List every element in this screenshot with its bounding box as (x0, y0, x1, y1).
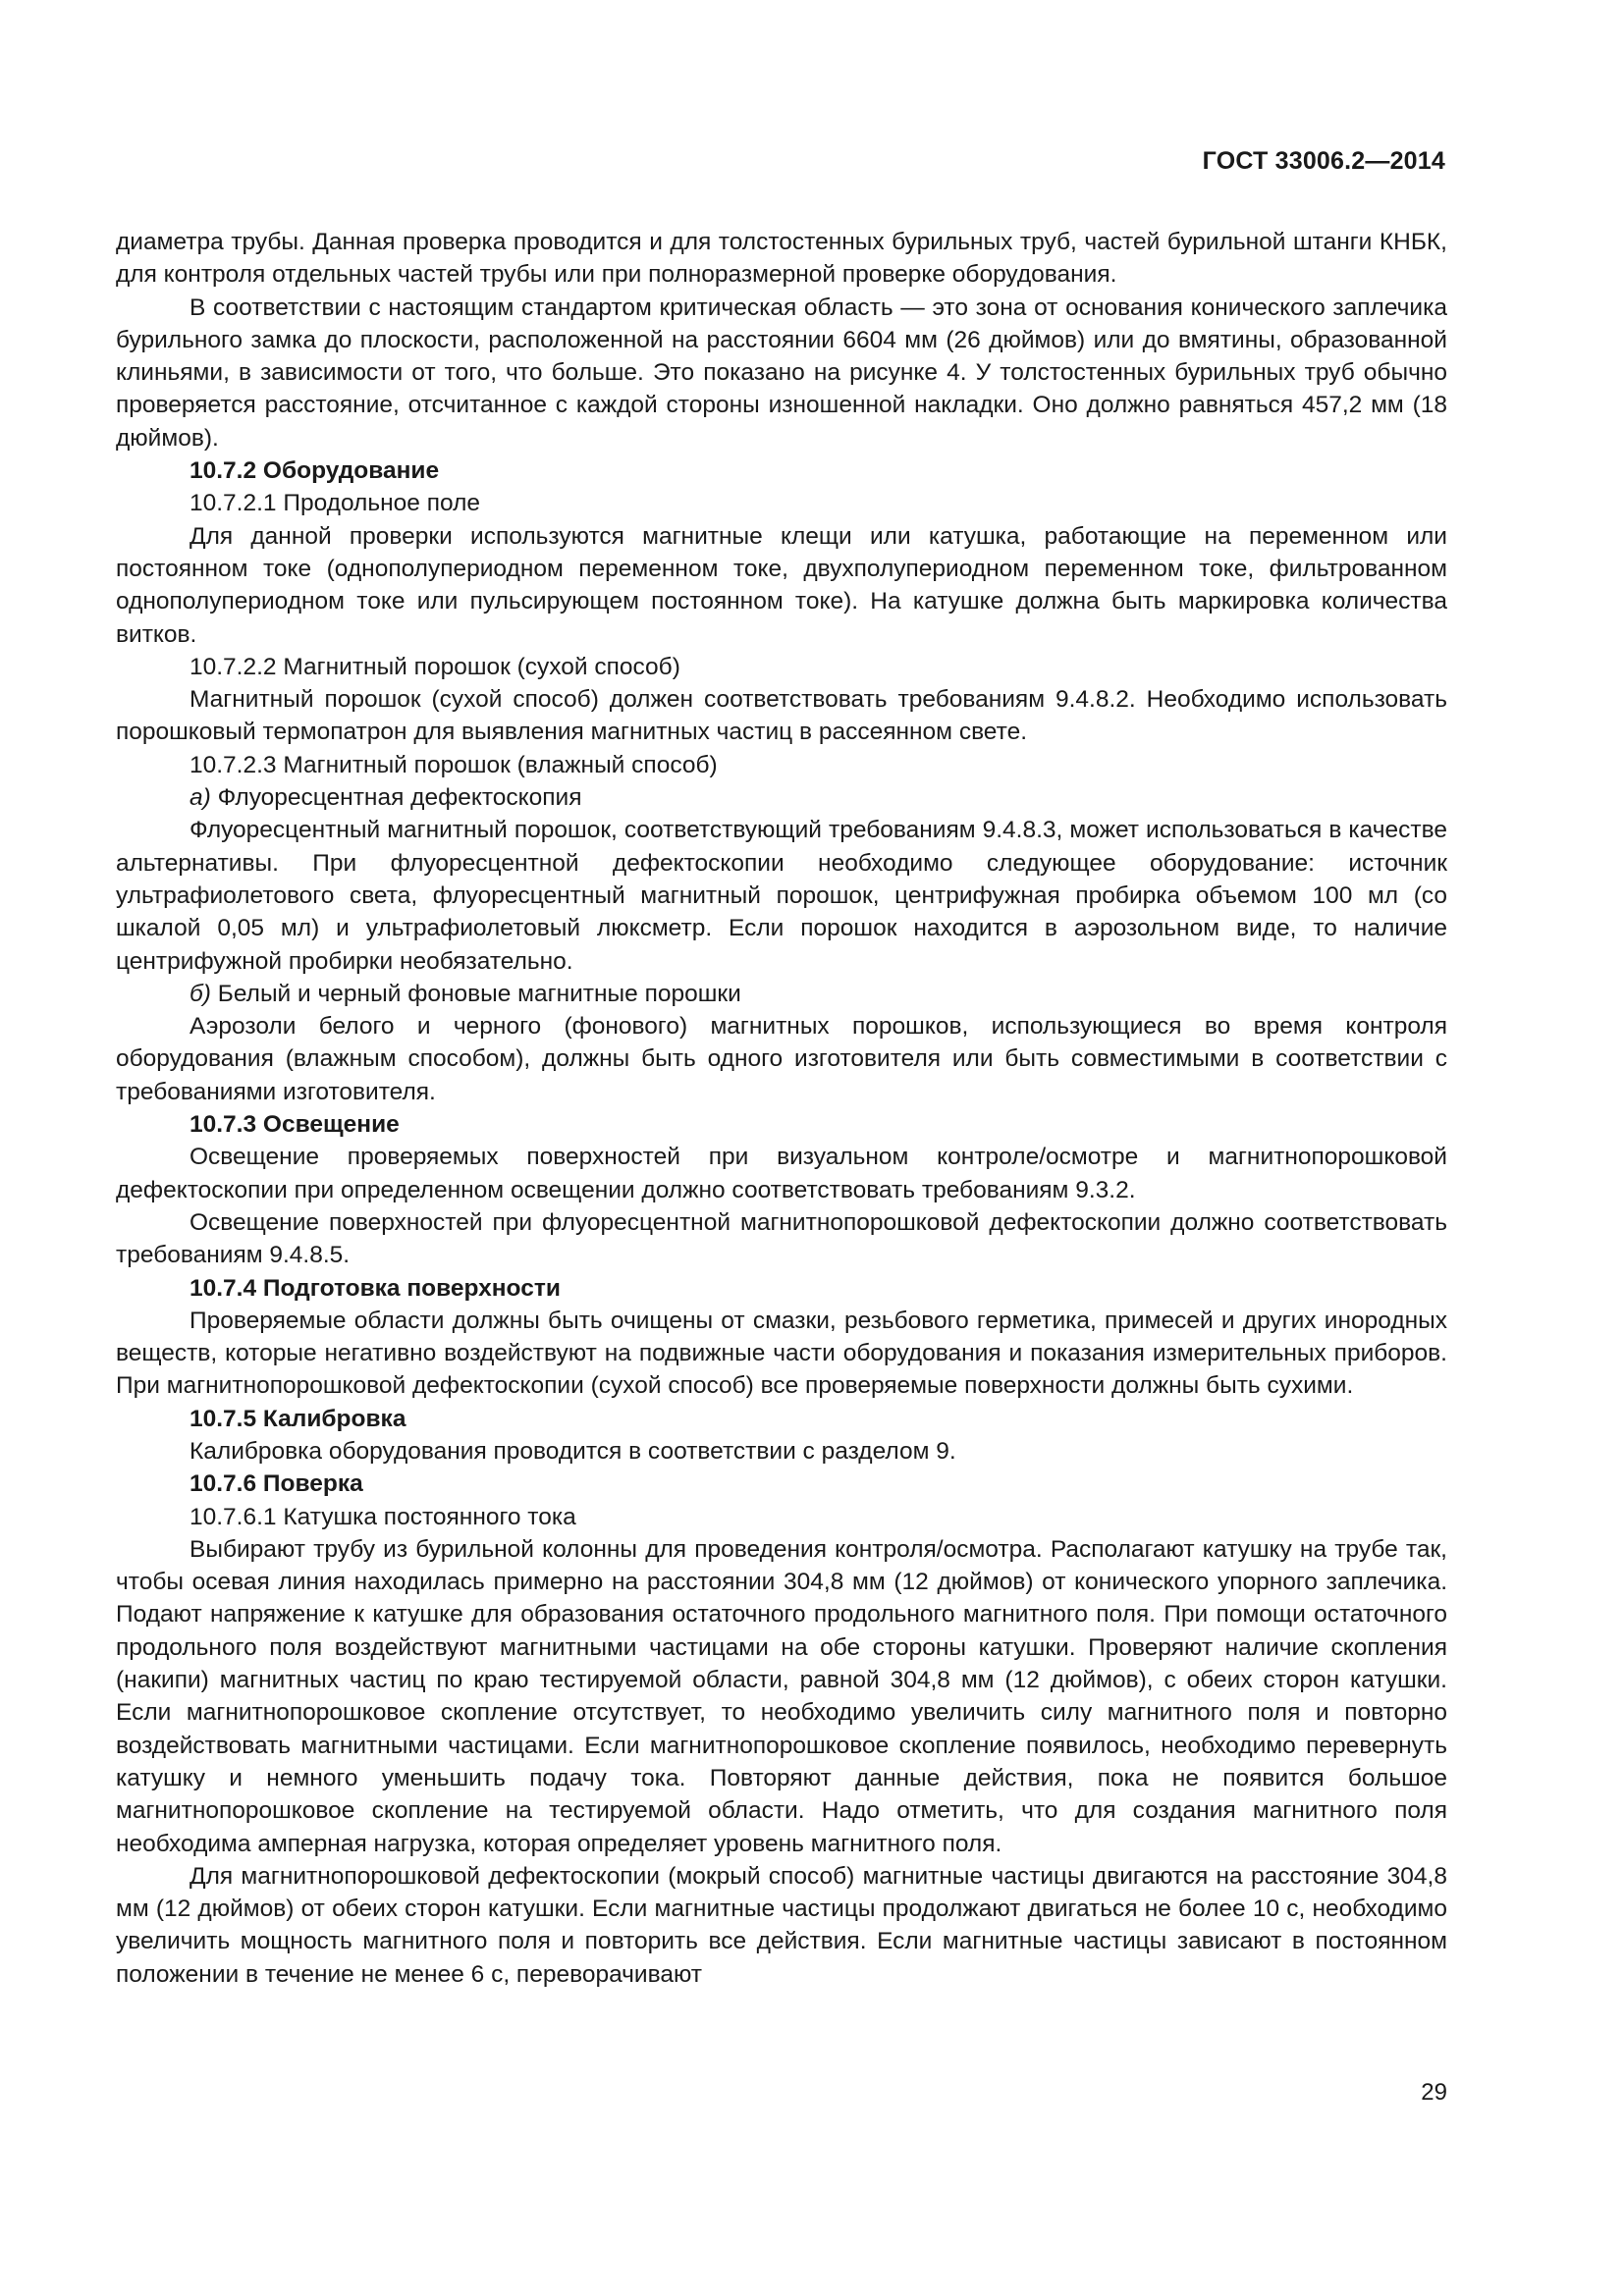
section-heading: 10.7.4 Подготовка поверхности (189, 1274, 561, 1302)
paragraph: Калибровка оборудования проводится в соответствии с разделом 9. (189, 1437, 956, 1465)
subsection-heading: 10.7.6.1 Катушка постоянного тока (189, 1503, 576, 1530)
document-body (116, 226, 1447, 1991)
list-item-text: Белый и черный фоновые магнитные порошки (210, 980, 741, 1007)
paragraph: Магнитный порошок (сухой способ) должен соответствовать требованиям 9.4.8.2. Необходимо использовать порошковый термопатрон для выявления магнитных частиц в рассеянном свете. (116, 686, 1447, 746)
paragraph: Освещение проверяемых поверхностей при визуальном контроле/осмотре и магнитнопорошковой дефектоскопии при определенном освещении должно соответствовать требованиям 9.3.2. (116, 1144, 1447, 1203)
paragraph: Флуоресцентный магнитный порошок, соответствующий требованиям 9.4.8.3, может использоваться в качестве альтернативы. При флуоресцентной дефектоскопии необходимо следующее оборудование: источник ультрафиолетового света, флуоресцентный магнитный порошок, центрифужная пробирка объемом 100 мл (со шкалой 0,05 мл) и ультрафиолетовый люксметр. Если порошок находится в аэрозольном виде, то наличие центрифужной пробирки необязательно. (116, 817, 1447, 975)
list-marker: б) (189, 980, 211, 1007)
paragraph: диаметра трубы. Данная проверка проводится и для толстостенных бурильных труб, частей бурильной штанги КНБК, для контроля отдельных частей трубы или при полноразмерной проверке оборудования. (116, 229, 1447, 289)
subsection-heading: 10.7.2.3 Магнитный порошок (влажный способ) (189, 751, 718, 778)
list-marker: а) (189, 784, 211, 812)
paragraph: Для магнитнопорошковой дефектоскопии (мокрый способ) магнитные частицы двигаются на расстояние 304,8 мм (12 дюймов) от обеих сторон катушки. Если магнитные частицы продолжают двигаться не более 10 с, необходимо увеличить мощность магнитного поля и повторить все действия. Если магнитные частицы зависают в постоянном положении в течение не менее 6 с, переворачивают (116, 1862, 1447, 1988)
paragraph: Проверяемые области должны быть очищены от смазки, резьбового герметика, примесей и других инородных веществ, которые негативно воздействуют на подвижные части оборудования и показания измерительных приборов. При магнитнопорошковой дефектоскопии (сухой способ) все проверяемые поверхности должны быть сухими. (116, 1307, 1447, 1400)
section-heading: 10.7.2 Оборудование (189, 457, 440, 485)
subsection-heading: 10.7.2.1 Продольное поле (189, 490, 480, 517)
section-heading: 10.7.6 Поверка (189, 1470, 363, 1498)
list-item-heading (116, 978, 1447, 1010)
section-heading: 10.7.5 Калибровка (189, 1405, 406, 1432)
paragraph: Для данной проверки используются магнитные клещи или катушка, работающие на переменном или постоянном токе (однополупериодном переменном токе, двухполупериодном переменном токе, фильтрованном однополупериодном токе или пульсирующем постоянном токе). На катушке должна быть маркировка количества витков. (116, 522, 1447, 648)
page-number: 29 (1421, 2079, 1447, 2106)
paragraph: Выбирают трубу из бурильной колонны для проведения контроля/осмотра. Располагают катушку на трубе так, чтобы осевая линия находилась примерно на расстоянии 304,8 мм (12 дюймов) от конического упорного заплечика. Подают напряжение к катушке для образования остаточного продольного магнитного поля. При помощи остаточного продольного поля воздействуют магнитными частицами на обе стороны катушки. Проверяют наличие скопления (накипи) магнитных частиц по краю тестируемой области, равной 304,8 мм (12 дюймов), с обеих сторон катушки. Если магнитнопорошковое скопление отсутствует, то необходимо увеличить силу магнитного поля и повторно воздействовать магнитными частицами. Если магнитнопорошковое скопление появилось, необходимо перевернуть катушку и немного уменьшить подачу тока. Повторяют данные действия, пока не появится большое магнитнопорошковое скопление на тестируемой области. Надо отметить, что для создания магнитного поля необходима амперная нагрузка, которая определяет уровень магнитного поля. (116, 1535, 1447, 1857)
list-item-text: Флуоресцентная дефектоскопия (210, 784, 582, 812)
paragraph: Освещение поверхностей при флуоресцентной магнитнопорошковой дефектоскопии должно соответствовать требованиям 9.4.8.5. (116, 1208, 1447, 1269)
standard-header: ГОСТ 33006.2—2014 (1202, 147, 1445, 175)
section-heading: 10.7.3 Освещение (189, 1111, 400, 1139)
list-item-heading (116, 781, 1447, 814)
paragraph: Аэрозоли белого и черного (фонового) магнитных порошков, использующиеся во время контроля оборудования (влажным способом), должны быть одного изготовителя или быть совместимыми в соответствии с требованиями изготовителя. (116, 1013, 1447, 1105)
subsection-heading: 10.7.2.2 Магнитный порошок (сухой способ) (189, 653, 680, 680)
paragraph: В соответствии с настоящим стандартом критическая область — это зона от основания конического заплечика бурильного замка до плоскости, расположенной на расстоянии 6604 мм (26 дюймов) или до вмятины, образованной клиньями, в зависимости от того, что больше. Это показано на рисунке 4. У толстостенных бурильных труб обычно проверяется расстояние, отсчитанное с каждой стороны изношенной накладки. Оно должно равняться 457,2 мм (18 дюймов). (116, 294, 1447, 452)
